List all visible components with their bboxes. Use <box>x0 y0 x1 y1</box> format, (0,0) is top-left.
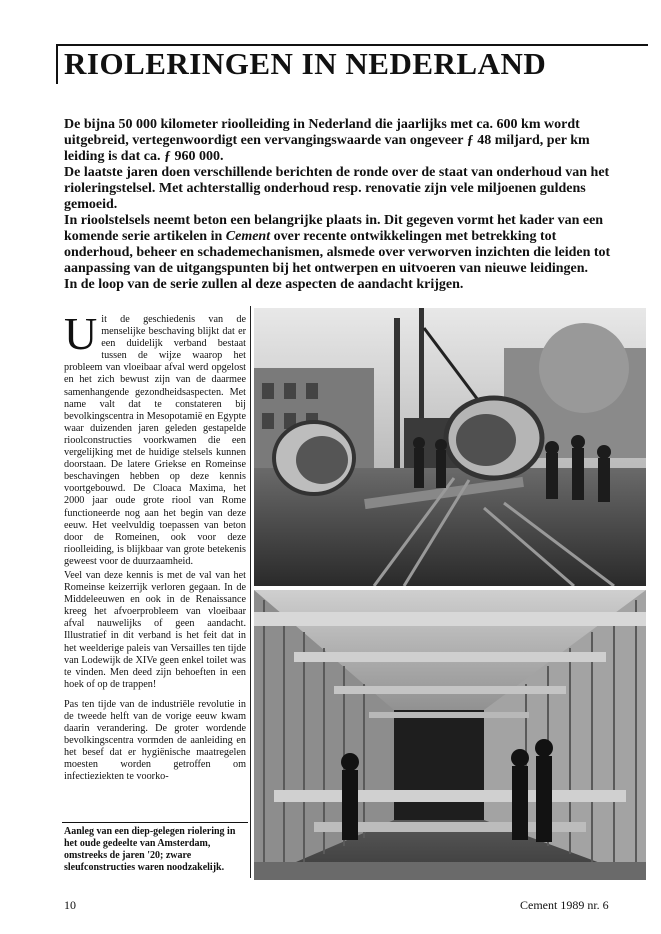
body-paragraph: Pas ten tijde van de industriële revolutie in de tweede helft van de vorige eeuw kwam daarin verandering. De groter wordende bevolkingscentra vormden de aanleiding en het besef dat er hygiënische maatregelen moesten worden getroffen om infectieziekten te voorko- <box>64 698 246 783</box>
magazine-name: Cement <box>225 229 271 244</box>
photo-trench-shoring-image <box>254 590 646 880</box>
issue-label: Cement 1989 nr. 6 <box>520 898 609 912</box>
column-divider <box>250 306 251 878</box>
article-body <box>64 314 246 814</box>
photo-caption: Aanleg van een diep-gelegen riolering in het oude gedeelte van Amsterdam, omstreeks de jaren '20; zware sleufconstructies waren noodzakelijk. <box>64 826 236 873</box>
intro-paragraph <box>64 213 624 277</box>
photo-street-excavation-image <box>254 308 646 586</box>
body-text: it de geschiedenis van de menselijke beschaving blijkt dat er een duidelijk verband bestaat tussen de wijze waarop het probleem van vloeibaar afval werd opgelost en het zich bewust zijn van de daarmee samenhangende gezondheidsaspecten. Met name valt dat te constateren bij bevolkingscentra in Mesopotamië en Egypte waar duizenden jaren geleden gestapelde rioolconstructies voorkwamen die een vergelijking met de huidige stelsels kunnen doorstaan. De latere Griekse en Romeinse beschavingen hebben op deze kennis voortgebouwd. De Cloaca Maxima, het 2000 jaar oude grote riool van Rome functioneerde nog aan het begin van deze eeuw. Het veelvuldig toepassen van beton door de Romeinen, ook voor deze rioolleiding, is blijkbaar van grote betekenis geweest voor de duurzaamheid. <box>64 314 246 567</box>
body-paragraph <box>64 314 246 568</box>
intro-text: over recente ontwikkelingen met betrekking tot onderhoud, beheer en schademechanismen, alsmede over verworven inzichten die leiden tot aanpassing van de uitgangspunten bij het ontwerpen en uitvoeren van nieuwe leidingen. <box>64 229 611 276</box>
photo-street-excavation <box>254 308 646 586</box>
body-paragraph: Veel van deze kennis is met de val van het Romeinse keizerrijk verloren gegaan. In de Middeleeuwen en ook in de Renaissance kreeg het afvoerprobleem van vloeibaar afval nauwelijks of geen aandacht. Illustratief in dit verband is het feit dat in het weelderige paleis van Versailles ten tijde van Lodewijk de XIVe geen enkel toilet was te vinden. Men deed zijn behoeften in een hoek of op de trappen! <box>64 569 246 690</box>
intro-paragraph: De laatste jaren doen verschillende berichten de ronde over de staat van onderhoud van het rioleringstelsel. Met achterstallig onderhoud resp. renovatie zijn vele miljoenen guldens gemoeid. <box>64 165 610 212</box>
article-title: RIOLERINGEN IN NEDERLAND <box>64 46 547 81</box>
drop-cap: U <box>64 314 98 359</box>
intro-paragraph: In de loop van de serie zullen al deze aspecten de aandacht krijgen. <box>64 277 464 292</box>
photo-trench-shoring <box>254 590 646 880</box>
page-number: 10 <box>64 898 76 912</box>
article-intro <box>64 117 624 293</box>
intro-text: In rioolstelsels neemt beton een belangrijke plaats in. Dit gegeven vormt het kader van een komende serie artikelen in <box>64 213 604 244</box>
intro-paragraph: De bijna 50 000 kilometer rioolleiding in Nederland die jaarlijks met ca. 600 km wordt uitgebreid, vertegenwoordigt een vervangingswaarde van ongeveer ƒ 48 miljard, per km leiding is dat ca. ƒ 960 000. <box>64 117 590 164</box>
